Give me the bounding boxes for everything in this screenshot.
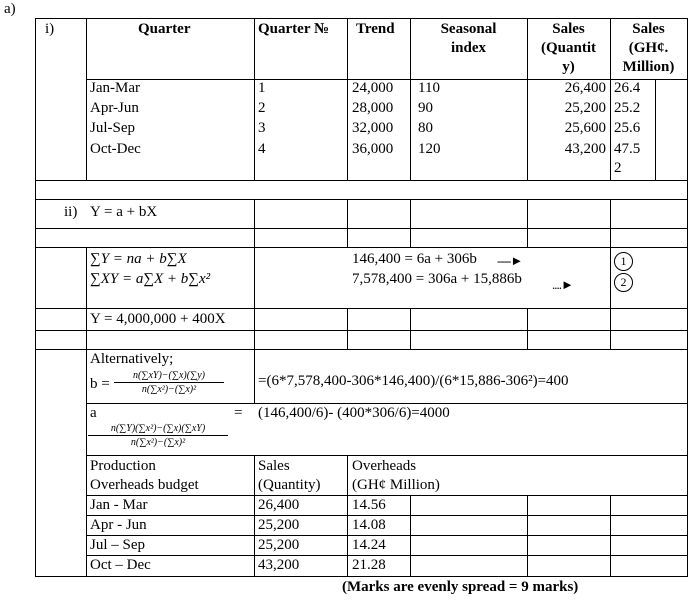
budget-qty: 43,200 [258, 557, 300, 573]
budget-quarter: Jan - Mar [90, 497, 148, 513]
b-formula-numerator: n(∑xY)−(∑x)(∑y) [114, 370, 224, 383]
a-formula [88, 423, 228, 448]
budget-qty: 25,200 [258, 517, 300, 533]
header-sales-qty-2: (Quantit [540, 40, 596, 56]
header-sales-ghs-1: Sales [632, 21, 665, 37]
row-index: 80 [418, 120, 433, 136]
budget-qty: 26,400 [258, 497, 300, 513]
header-sales-ghs-2: (GH¢. [628, 40, 669, 56]
header-sales-qty-1: Sales [552, 21, 585, 37]
section-label: a) [4, 1, 16, 17]
budget-title-1: Production [90, 458, 156, 474]
equation-tag-1: 1 [614, 252, 633, 271]
header-trend: Trend [356, 21, 395, 37]
equation-tag-2: 2 [614, 273, 633, 292]
regression-model: Y = a + bX [90, 204, 158, 220]
b-formula-denominator: n(∑x²)−(∑x)² [141, 384, 197, 395]
row-quarter: Jul-Sep [90, 120, 135, 136]
budget-overheads: 14.24 [352, 537, 386, 553]
normal-equation-2: ∑XY = a∑X + b∑x² [90, 271, 211, 287]
b-formula [114, 370, 224, 395]
arrow-right-icon: ----► [497, 253, 523, 268]
row-index: 90 [418, 100, 433, 116]
row-ghs-wrap: 2 [614, 160, 622, 176]
budget-overheads: 14.08 [352, 517, 386, 533]
equation-1-values: 146,400 = 6a + 306b [352, 251, 477, 267]
row-qty: 25,200 [564, 100, 606, 116]
row-ghs: 26.4 [614, 80, 641, 96]
budget-overheads-header-1: Overheads [352, 458, 417, 474]
header-sales-ghs-3: Million) [622, 59, 675, 75]
a-formula-denominator: n(∑x²)−(∑x)² [130, 437, 186, 448]
budget-sales-header-2: (Quantity) [258, 477, 321, 493]
row-ghs: 47.5 [614, 141, 641, 157]
header-seasonal-2: index [450, 40, 486, 56]
budget-sales-header-1: Sales [258, 458, 290, 474]
budget-title-2: Overheads budget [90, 477, 199, 493]
row-trend: 36,000 [352, 141, 394, 157]
row-no: 1 [258, 80, 266, 96]
row-index: 120 [418, 141, 441, 157]
header-seasonal-1: Seasonal [440, 21, 497, 37]
row-qty: 43,200 [564, 141, 606, 157]
budget-quarter: Jul – Sep [90, 537, 146, 553]
part-i-label: i) [45, 21, 55, 37]
a-label: a [90, 405, 97, 421]
part-ii-label: ii) [64, 204, 78, 220]
row-quarter: Oct-Dec [90, 141, 141, 157]
row-trend: 32,000 [352, 120, 394, 136]
row-qty: 26,400 [564, 80, 606, 96]
row-quarter: Jan-Mar [90, 80, 140, 96]
normal-equation-1: ∑Y = na + b∑X [90, 251, 187, 267]
budget-qty: 25,200 [258, 537, 300, 553]
budget-quarter: Oct – Dec [90, 557, 151, 573]
regression-result: Y = 4,000,000 + 400X [90, 311, 226, 327]
row-ghs: 25.6 [614, 120, 641, 136]
row-trend: 24,000 [352, 80, 394, 96]
row-quarter: Apr-Jun [90, 100, 139, 116]
row-qty: 25,600 [564, 120, 606, 136]
b-label: b = [90, 376, 110, 392]
header-quarter: Quarter [138, 21, 191, 37]
row-trend: 28,000 [352, 100, 394, 116]
row-ghs: 25.2 [614, 100, 641, 116]
budget-quarter: Apr - Jun [90, 517, 147, 533]
budget-overheads: 21.28 [352, 557, 386, 573]
row-no: 3 [258, 120, 266, 136]
row-no: 4 [258, 141, 266, 157]
header-quarter-no: Quarter № [258, 21, 330, 37]
a-equals: = [234, 405, 243, 421]
budget-overheads-header-2: (GH¢ Million) [352, 477, 440, 493]
a-calculation: (146,400/6)- (400*306/6)=4000 [258, 405, 450, 421]
arrow-right-icon: ....► [552, 277, 573, 292]
row-index: 110 [418, 80, 440, 96]
alternative-label: Alternatively; [90, 351, 174, 367]
budget-overheads: 14.56 [352, 497, 386, 513]
equation-2-values: 7,578,400 = 306a + 15,886b [352, 271, 522, 287]
header-sales-qty-3: y) [562, 59, 575, 75]
marks-note: (Marks are evenly spread = 9 marks) [342, 579, 579, 595]
a-formula-numerator: n(∑Y)(∑x²)−(∑x)(∑xY) [88, 423, 228, 436]
b-calculation: =(6*7,578,400-306*146,400)/(6*15,886-306²)=400 [258, 373, 569, 389]
row-no: 2 [258, 100, 266, 116]
